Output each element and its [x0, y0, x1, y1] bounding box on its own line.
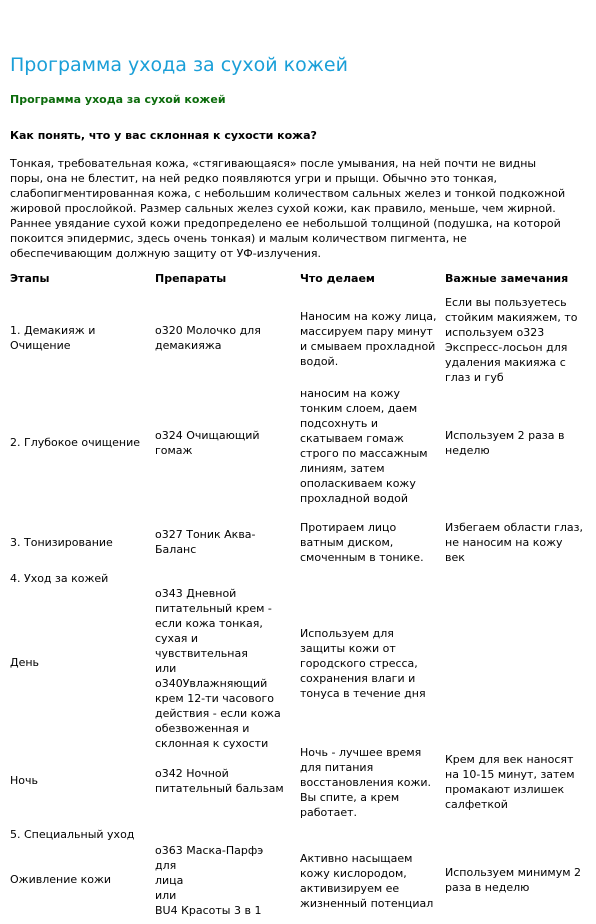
intro-line: слабопигментированная кожа, с небольшим количеством сальных желез и тонкой подкожной: [10, 187, 566, 200]
cell-line: строго по массажным: [300, 447, 428, 460]
cell-line: о340Увлажняющий: [155, 677, 268, 690]
intro-line: Тонкая, требовательная кожа, «стягивающаяся» после умывания, на ней почти не видны: [10, 157, 537, 170]
table-cell-action: [300, 745, 444, 820]
cell-line: жизненный потенциал: [300, 897, 434, 910]
cell-line: демакияжа: [155, 339, 222, 352]
cell-line: используем о323: [445, 326, 545, 339]
cell-line: питательный бальзам: [155, 782, 284, 795]
cell-line: питательный крем -: [155, 602, 272, 615]
cell-line: подсохнуть и: [300, 417, 379, 430]
cell-line: стойким макияжем, то: [445, 311, 578, 324]
cell-line: на 10-15 минут, затем: [445, 768, 575, 781]
cell-line: наносим на кожу: [300, 387, 401, 400]
cell-line: неделю: [445, 444, 490, 457]
cell-line: кожу кислородом,: [300, 867, 407, 880]
table-cell-notes: [445, 865, 590, 895]
table-cell-stage: [10, 655, 146, 670]
cell-line: если кожа тонкая,: [155, 617, 263, 630]
intro-line: покоится эпидермис, здесь очень тонкая) и малым количеством пигмента, не: [10, 232, 467, 245]
table-cell-stage: [10, 773, 146, 788]
column-header-actions: Что делаем: [300, 272, 375, 285]
cell-line: век: [445, 551, 465, 564]
cell-line: 4. Уход за кожей: [10, 572, 109, 585]
column-header-products: Препараты: [155, 272, 227, 285]
cell-line: крем 12-ти часового: [155, 692, 274, 705]
table-cell-product: [155, 527, 289, 557]
cell-line: Крем для век наносят: [445, 753, 574, 766]
column-header-notes: Важные замечания: [445, 272, 569, 285]
intro-line: Раннее увядание сухой кожи предопределено ее небольшой толщиной (подушка, на которой: [10, 217, 561, 230]
cell-line: о363 Маска-Парфэ: [155, 844, 264, 857]
cell-line: Ночь: [10, 774, 38, 787]
cell-line: Используем минимум 2: [445, 866, 582, 879]
cell-line: BU4 Красоты 3 в 1: [155, 904, 262, 917]
cell-line: не наносим на кожу: [445, 536, 563, 549]
cell-line: чувствительная: [155, 647, 248, 660]
cell-line: 2. Глубокое очищение: [10, 436, 141, 449]
cell-line: линиям, затем: [300, 462, 385, 475]
cell-line: о342 Ночной: [155, 767, 229, 780]
table-cell-action: [300, 520, 444, 565]
table-cell-notes: [445, 295, 590, 385]
cell-line: прохладной водой: [300, 492, 409, 505]
table-cell-product: [155, 766, 289, 796]
table-cell-action: [300, 626, 444, 701]
table-cell-stage: [10, 535, 146, 550]
cell-line: Вы спите, а крем: [300, 791, 400, 804]
cell-line: Избегаем области глаз,: [445, 521, 583, 534]
cell-line: Наносим на кожу лица,: [300, 310, 437, 323]
table-cell-action: [300, 386, 444, 506]
cell-line: для: [155, 859, 177, 872]
cell-line: склонная к сухости: [155, 737, 269, 750]
table-cell-product: [155, 323, 289, 353]
cell-line: 3. Тонизирование: [10, 536, 113, 549]
cell-line: о320 Молочко для: [155, 324, 261, 337]
table-cell-notes: [445, 752, 590, 812]
cell-line: или: [155, 889, 177, 902]
table-cell-action: [300, 309, 444, 369]
cell-line: 1. Демакияж и: [10, 324, 96, 337]
cell-line: Протираем лицо: [300, 521, 397, 534]
cell-line: Ночь - лучшее время: [300, 746, 422, 759]
intro-line: поры, она не блестит, на ней редко появляются угри и прыщи. Обычно это тонкая,: [10, 172, 498, 185]
cell-line: Если вы пользуетесь: [445, 296, 567, 309]
cell-line: Используем 2 раза в: [445, 429, 565, 442]
cell-line: сухая и: [155, 632, 199, 645]
table-cell-product: [155, 843, 289, 918]
cell-line: и смываем прохладной: [300, 340, 436, 353]
cell-line: Оживление кожи: [10, 873, 112, 886]
cell-line: ополаскиваем кожу: [300, 477, 416, 490]
cell-line: тонким слоем, даем: [300, 402, 418, 415]
cell-line: глаз и губ: [445, 371, 504, 384]
table-cell-notes: [445, 428, 590, 458]
column-header-stages: Этапы: [10, 272, 50, 285]
cell-line: тонуса в течение дня: [300, 687, 426, 700]
cell-line: работает.: [300, 806, 358, 819]
table-section-heading: [10, 827, 146, 842]
intro-line: жировой прослойкой. Размер сальных желез сухой кожи, как правило, меньше, чем жирной.: [10, 202, 556, 215]
table-cell-product: [155, 428, 289, 458]
article-subtitle: Программа ухода за сухой кожей: [10, 93, 226, 106]
table-cell-stage: [10, 872, 146, 887]
page-title: Программа ухода за сухой кожей: [10, 54, 348, 76]
cell-line: салфеткой: [445, 798, 508, 811]
cell-line: 5. Специальный уход: [10, 828, 135, 841]
cell-line: водой.: [300, 355, 339, 368]
cell-line: гомаж: [155, 444, 193, 457]
cell-line: обезвоженная и: [155, 722, 250, 735]
cell-line: промакают излишек: [445, 783, 565, 796]
cell-line: сохранения влаги и: [300, 672, 416, 685]
intro-paragraph: [10, 156, 590, 261]
cell-line: для питания: [300, 761, 374, 774]
cell-line: действия - если кожа: [155, 707, 281, 720]
table-cell-stage: [10, 435, 146, 450]
cell-line: городского стресса,: [300, 657, 418, 670]
table-cell-notes: [445, 520, 590, 565]
cell-line: скатываем гомаж: [300, 432, 404, 445]
cell-line: защиты кожи от: [300, 642, 396, 655]
intro-line: обеспечивающим должную защиту от УФ-излучения.: [10, 247, 322, 260]
cell-line: удаления макияжа с: [445, 356, 566, 369]
table-cell-stage: [10, 323, 146, 353]
cell-line: о343 Дневной: [155, 587, 237, 600]
cell-line: Баланс: [155, 543, 197, 556]
cell-line: Экспресс-лосьон для: [445, 341, 568, 354]
table-cell-action: [300, 851, 444, 911]
cell-line: ватным диском,: [300, 536, 394, 549]
cell-line: смоченным в тонике.: [300, 551, 424, 564]
cell-line: или: [155, 662, 177, 675]
table-section-heading: [10, 571, 146, 586]
cell-line: лица: [155, 874, 184, 887]
question-heading: Как понять, что у вас склонная к сухости кожа?: [10, 129, 317, 142]
cell-line: массируем пару минут: [300, 325, 433, 338]
cell-line: восстановления кожи.: [300, 776, 432, 789]
cell-line: День: [10, 656, 40, 669]
cell-line: Используем для: [300, 627, 394, 640]
cell-line: о327 Тоник Аква-: [155, 528, 256, 541]
cell-line: раза в неделю: [445, 881, 530, 894]
cell-line: Очищение: [10, 339, 71, 352]
cell-line: активизируем ее: [300, 882, 400, 895]
cell-line: о324 Очищающий: [155, 429, 260, 442]
table-cell-product: [155, 586, 289, 751]
cell-line: Активно насыщаем: [300, 852, 413, 865]
